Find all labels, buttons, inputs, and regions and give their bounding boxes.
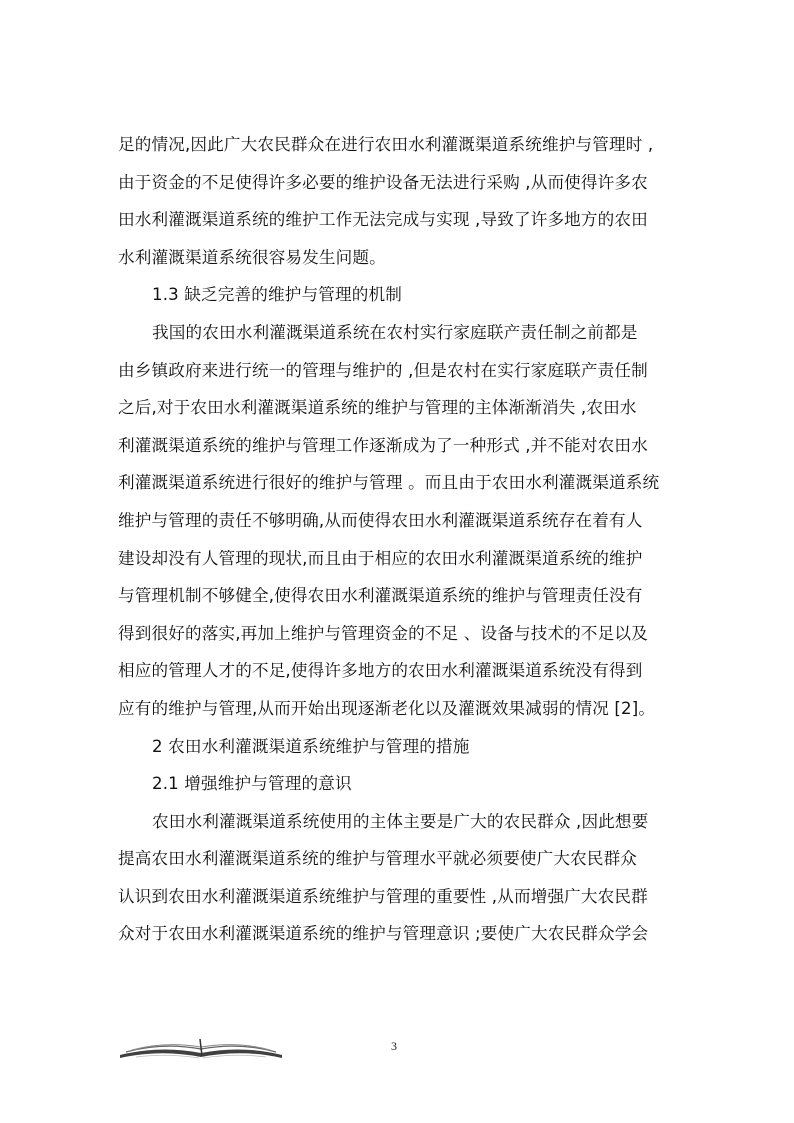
text-line-21: 认识到农田水利灌溉渠道系统维护与管理的重要性 ,从而增强广大农民群 (118, 886, 648, 906)
text-line-14: 得到很好的落实,再加上维护与管理资金的不足 、设备与技术的不足以及 (118, 623, 648, 643)
text-line-10: 利灌溉渠道系统进行很好的维护与管理 。而且由于农田水利灌溉渠道系统 (118, 473, 660, 493)
text-line-7: 由乡镇政府来进行统一的管理与维护的 ,但是农村在实行家庭联产责任制 (118, 360, 648, 380)
paragraph-start-2: 农田水利灌溉渠道系统使用的主体主要是广大的农民群众 ,因此想要 (152, 811, 649, 831)
section-heading-1-3: 1.3 缺乏完善的维护与管理的机制 (152, 285, 402, 305)
text-line-15: 相应的管理人才的不足,使得许多地方的农田水利灌溉渠道系统没有得到 (118, 661, 643, 681)
page-number: 3 (391, 1039, 397, 1053)
text-line-16: 应有的维护与管理,从而开始出现逐渐老化以及灌溉效果减弱的情况 [2]。 (118, 698, 656, 718)
text-line-8: 之后,对于农田水利灌溉渠道系统的维护与管理的主体渐渐消失 ,农田水 (118, 398, 637, 418)
text-line-3: 田水利灌溉渠道系统的维护工作无法完成与实现 ,导致了许多地方的农田 (118, 210, 648, 230)
text-line-1: 足的情况,因此广大农民群众在进行农田水利灌溉渠道系统维护与管理时 , (118, 135, 654, 154)
text-line-2: 由于资金的不足使得许多必要的维护设备无法进行采购 ,从而使得许多农 (118, 172, 648, 192)
text-line-12: 建设却没有人管理的现状,而且由于相应的农田水利灌溉渠道系统的维护 (118, 548, 643, 568)
text-line-9: 利灌溉渠道系统的维护与管理工作逐渐成为了一种形式 ,并不能对农田水 (118, 435, 648, 455)
text-line-4: 水利灌溉渠道系统很容易发生问题。 (118, 247, 386, 267)
text-line-13: 与管理机制不够健全,使得农田水利灌溉渠道系统的维护与管理责任没有 (118, 586, 643, 606)
text-line-20: 提高农田水利灌溉渠道系统的维护与管理水平就必须要使广大农民群众 (118, 849, 638, 869)
section-heading-2: 2 农田水利灌溉渠道系统维护与管理的措施 (152, 736, 470, 756)
section-heading-2-1: 2.1 增强维护与管理的意识 (152, 774, 352, 794)
paragraph-start: 我国的农田水利灌溉渠道系统在农村实行家庭联产责任制之前都是 (152, 322, 638, 342)
body-text (118, 126, 678, 953)
text-line-22: 众对于农田水利灌溉渠道系统的维护与管理意识 ;要使广大农民群众学会 (118, 924, 649, 944)
open-book-decoration-icon (118, 1033, 284, 1061)
text-line-11: 维护与管理的责任不够明确,从而使得农田水利灌溉渠道系统存在着有人 (118, 510, 643, 530)
